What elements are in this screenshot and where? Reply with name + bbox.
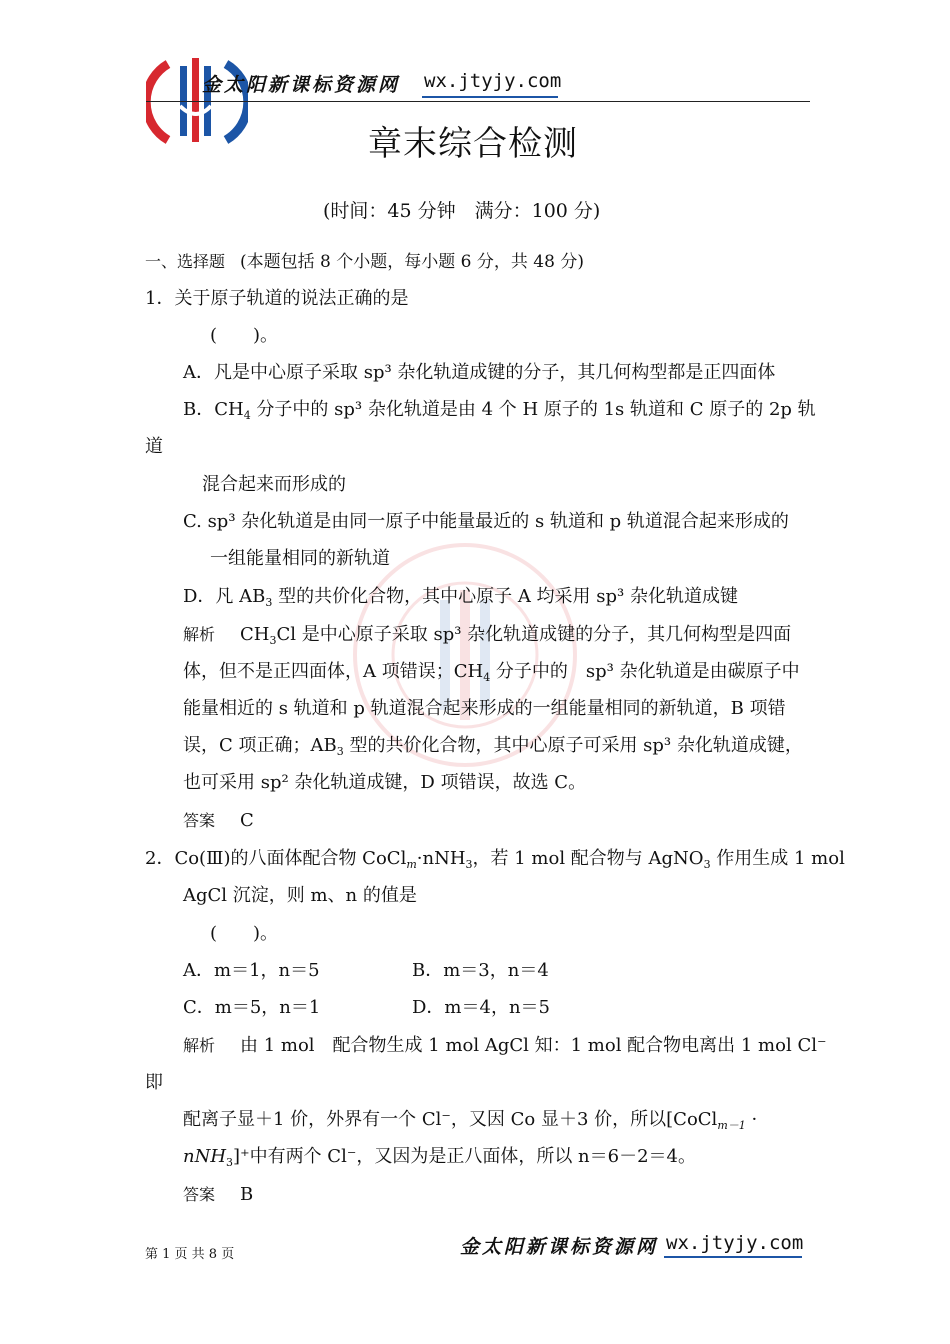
- q1-explanation-line5: 也可采用 sp² 杂化轨道成键，D 项错误，故选 C。: [183, 772, 587, 793]
- q2-explanation-line3: 配离子显＋1 价，外界有一个 Cl⁻，又因 Co 显＋3 价，所以[CoCl$_{m-1}$ ·: [183, 1109, 758, 1132]
- q1-option-d: D．凡 $AB_3$ 型的共价化合物，其中心原子 A 均采用 sp³ 杂化轨道成键: [183, 586, 738, 609]
- page-number: 第 1 页 共 8 页: [145, 1247, 235, 1262]
- header-url[interactable]: wx.jtyjy.com: [424, 70, 562, 92]
- section-label: 一、选择题: [145, 252, 226, 271]
- header-rule: [146, 101, 810, 102]
- header-url-underline: [422, 96, 558, 98]
- footer-url-underline: [664, 1256, 802, 1258]
- q2-stem-line2: AgCl 沉淀，则 m、n 的值是: [183, 885, 417, 906]
- q2-answer-paren: ( )。: [210, 923, 279, 944]
- q1-option-b-line2: 道: [145, 436, 163, 457]
- q2-option-c: C．m＝5，n＝1: [183, 997, 321, 1018]
- q1-option-b-line3: 混合起来而形成的: [202, 474, 346, 495]
- logo: [146, 52, 248, 152]
- q1-stem: 1．关于原子轨道的说法正确的是: [145, 288, 409, 309]
- q1-explanation-line1: $CH_3Cl$ 是中心原子采取 sp³ 杂化轨道成键的分子，其几何构型是四面: [240, 624, 792, 647]
- q2-option-b: B．m＝3，n＝4: [412, 960, 549, 981]
- header-brand: 金太阳新课标资源网: [202, 74, 401, 96]
- page-title: 章末综合检测: [368, 124, 578, 164]
- q2-explanation-line4: nNH$_3$]⁺中有两个 Cl⁻，又因为是正八面体，所以 n＝6－2＝4。: [183, 1146, 696, 1169]
- q2-explanation-line2: 即: [145, 1072, 163, 1093]
- q1-answer-label: 答案: [183, 811, 216, 830]
- section-note: (本题包括 8 个小题，每小题 6 分，共 48 分): [240, 252, 584, 272]
- q1-answer: C: [240, 810, 254, 831]
- q2-explanation-label: 解析: [183, 1036, 216, 1055]
- q1-explanation-line2: 体，但不是正四面体，A 项错误；$CH_4$ 分子中的 sp³ 杂化轨道是由碳原子中: [183, 661, 800, 684]
- q1-option-c-line1: C. sp³ 杂化轨道是由同一原子中能量最近的 s 轨道和 p 轨道混合起来形成的: [183, 511, 789, 532]
- q2-answer: B: [240, 1184, 254, 1205]
- q2-answer-label: 答案: [183, 1185, 216, 1204]
- q2-stem-line1: 2．Co(Ⅲ)的八面体配合物 CoCl$_m$·nNH$_3$，若 1 mol 配合物与 AgNO$_3$ 作用生成 1 mol: [145, 848, 845, 871]
- q1-answer-paren: ( )。: [210, 325, 279, 346]
- q1-option-b-line1: B．$CH_4$ 分子中的 sp³ 杂化轨道是由 4 个 H 原子的 1s 轨道和 C 原子的 2p 轨: [183, 399, 816, 422]
- q1-explanation-label: 解析: [183, 625, 216, 644]
- q2-option-d: D．m＝4，n＝5: [412, 997, 550, 1018]
- q1-option-a: A．凡是中心原子采取 sp³ 杂化轨道成键的分子，其几何构型都是正四面体: [183, 362, 776, 383]
- exam-info: (时间：45 分钟 满分：100 分): [323, 200, 601, 222]
- q2-option-a: A．m＝1，n＝5: [183, 960, 320, 981]
- footer-brand: 金太阳新课标资源网: [460, 1236, 659, 1258]
- q2-explanation-line1: 由 1 mol 配合物生成 1 mol AgCl 知：1 mol 配合物电离出 1 mol Cl⁻: [240, 1035, 827, 1056]
- q1-explanation-line3: 能量相近的 s 轨道和 p 轨道混合起来形成的一组能量相同的新轨道，B 项错: [183, 698, 786, 719]
- q1-explanation-line4: 误，C 项正确；$AB_3$ 型的共价化合物，其中心原子可采用 sp³ 杂化轨道成键，: [183, 735, 803, 758]
- footer-url[interactable]: wx.jtyjy.com: [666, 1232, 804, 1254]
- q1-option-c-line2: 一组能量相同的新轨道: [210, 548, 390, 569]
- logo-red-arc: [146, 64, 168, 140]
